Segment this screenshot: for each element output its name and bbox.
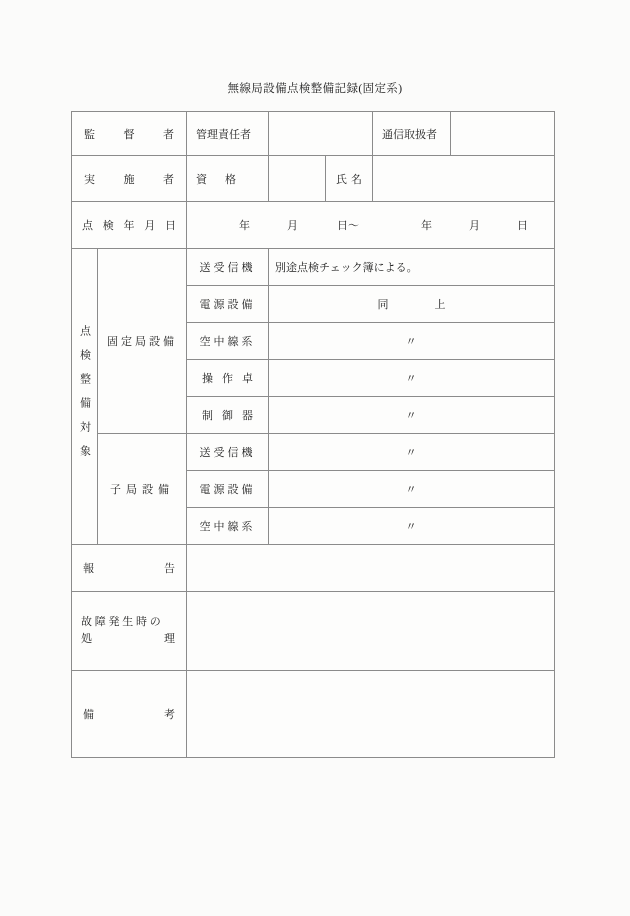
report-label-char-1: 報 xyxy=(83,563,94,575)
item-label-fixed-antenna: 空中線系 xyxy=(187,323,269,360)
failure-handling-line-1: 故 障 発 生 時 の xyxy=(81,616,161,628)
group-label-sub-station: 子局設備 xyxy=(98,434,187,545)
supervisor-label-cell xyxy=(72,112,187,156)
table-row-remarks xyxy=(72,671,555,758)
date-month-2: 月 xyxy=(469,220,480,232)
item-label-fixed-console: 操作卓 xyxy=(187,360,269,397)
remarks-label-left: 備 xyxy=(83,709,94,721)
target-vertical-label: 点検整備対象 xyxy=(78,324,91,469)
implementer-label-cell xyxy=(72,156,187,202)
item-value-sub-power[interactable]: 〃 xyxy=(269,471,555,508)
item-label-sub-power: 電源設備 xyxy=(187,471,269,508)
implementer-label-char-2: 施 xyxy=(123,173,135,186)
qualification-value-cell[interactable] xyxy=(269,156,326,202)
name-value-cell[interactable] xyxy=(373,156,555,202)
table-row-target-sub-1 xyxy=(72,434,555,471)
supervisor-label-char-1: 監 xyxy=(84,128,95,141)
supervisor-label-char-2: 督 xyxy=(123,128,135,141)
remarks-value-cell[interactable] xyxy=(187,671,555,758)
implementer-label-char-3: 者 xyxy=(163,173,174,186)
item-value-sub-antenna[interactable]: 〃 xyxy=(269,508,555,545)
name-label-char-1: 氏 xyxy=(336,173,347,186)
inspection-date-label-char-3: 年 xyxy=(123,220,135,232)
inspection-date-value-cell[interactable] xyxy=(187,202,555,249)
item-value-fixed-transceiver[interactable]: 別途点検チェック簿による。 xyxy=(269,249,555,286)
item-label-fixed-power: 電源設備 xyxy=(187,286,269,323)
manager-label-cell xyxy=(187,112,269,156)
report-value-cell[interactable] xyxy=(187,545,555,592)
manager-label: 管理責任者 xyxy=(196,128,251,141)
manager-value-cell[interactable] xyxy=(269,112,373,156)
item-value-fixed-antenna[interactable]: 〃 xyxy=(269,323,555,360)
qualification-label-char-1: 資 xyxy=(196,173,207,186)
group-label-fixed-station: 固定局設備 xyxy=(98,249,187,434)
item-label-fixed-controller: 制御器 xyxy=(187,397,269,434)
operator-value-cell[interactable] xyxy=(451,112,555,156)
report-label-char-2: 告 xyxy=(164,563,175,575)
failure-handling-label-cell xyxy=(72,592,187,671)
implementer-label-char-1: 実 xyxy=(84,173,95,186)
target-vertical-label-cell xyxy=(72,249,98,545)
item-label-sub-antenna: 空中線系 xyxy=(187,508,269,545)
table-row-supervisor xyxy=(72,112,555,156)
supervisor-label-char-3: 者 xyxy=(163,128,174,141)
qualification-label-char-2: 格 xyxy=(225,173,236,186)
table-row-report xyxy=(72,545,555,592)
operator-label-cell xyxy=(373,112,451,156)
table-row-failure-handling xyxy=(72,592,555,671)
inspection-date-label-char-4: 月 xyxy=(144,220,156,232)
qualification-label-cell xyxy=(187,156,269,202)
remarks-label-right: 考 xyxy=(164,709,175,721)
date-day-1: 日〜 xyxy=(337,220,359,232)
item-value-fixed-console[interactable]: 〃 xyxy=(269,360,555,397)
item-label-sub-transceiver: 送受信機 xyxy=(187,434,269,471)
inspection-date-label-char-5: 日 xyxy=(165,220,176,232)
failure-handling-line-2-right: 理 xyxy=(164,633,175,645)
failure-handling-value-cell[interactable] xyxy=(187,592,555,671)
name-label-cell xyxy=(326,156,373,202)
item-value-fixed-controller[interactable]: 〃 xyxy=(269,397,555,434)
remarks-label-cell xyxy=(72,671,187,758)
item-label-fixed-transceiver: 送受信機 xyxy=(187,249,269,286)
table-row-target-fixed-1 xyxy=(72,249,555,286)
page-title: 無線局設備点検整備記録(固定系) xyxy=(227,83,403,95)
inspection-date-label-char-1: 点 xyxy=(82,220,93,232)
date-day-2: 日 xyxy=(517,220,528,232)
date-month-1: 月 xyxy=(287,220,298,232)
same-above-left: 同 xyxy=(377,299,389,311)
table-row-implementer xyxy=(72,156,555,202)
item-value-sub-transceiver[interactable]: 〃 xyxy=(269,434,555,471)
date-year-1: 年 xyxy=(239,220,250,232)
inspection-date-label-char-2: 検 xyxy=(102,220,114,232)
item-value-fixed-power[interactable] xyxy=(269,286,555,323)
report-label-cell xyxy=(72,545,187,592)
same-above-right: 上 xyxy=(434,299,446,311)
failure-handling-line-2-left: 処 xyxy=(81,633,92,645)
inspection-record-table xyxy=(71,111,555,758)
operator-label: 通信取扱者 xyxy=(382,128,437,141)
table-row-inspection-date xyxy=(72,202,555,249)
inspection-date-label-cell xyxy=(72,202,187,249)
name-label-char-2: 名 xyxy=(351,173,362,186)
date-year-2: 年 xyxy=(421,220,432,232)
